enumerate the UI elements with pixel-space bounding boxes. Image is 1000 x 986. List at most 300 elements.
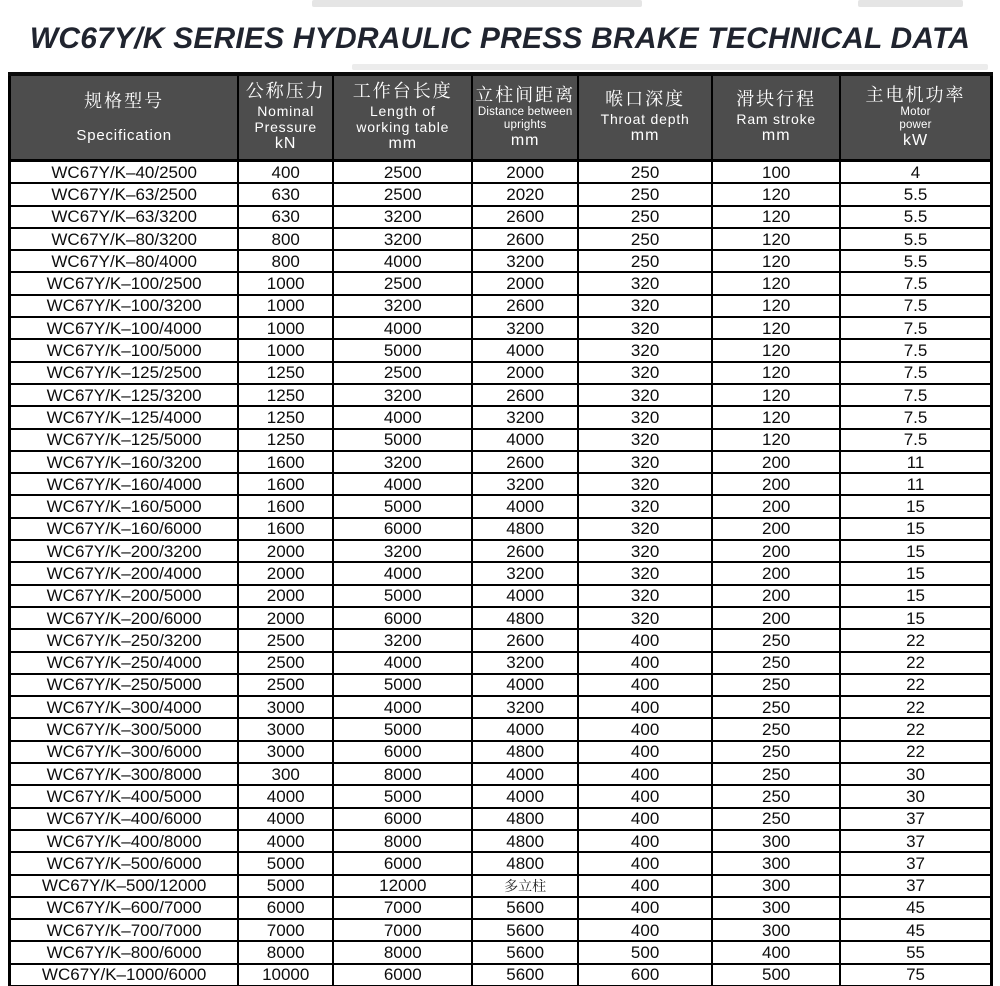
value-cell: 320: [578, 429, 712, 451]
model-cell: WC67Y/K–400/5000: [10, 785, 239, 807]
header-label-cn: 规格型号: [84, 91, 165, 112]
value-cell: 6000: [333, 964, 472, 986]
table-row: [10, 473, 992, 495]
value-cell: 22: [840, 629, 991, 651]
value-cell: 1600: [238, 518, 333, 540]
value-cell: 5000: [333, 674, 472, 696]
value-cell: 3200: [472, 473, 577, 495]
value-cell: 45: [840, 919, 991, 941]
value-cell: 120: [712, 384, 840, 406]
table-row: [10, 317, 992, 339]
value-cell: 15: [840, 607, 991, 629]
value-cell: 15: [840, 562, 991, 584]
table-row: [10, 763, 992, 785]
header-label-en: power: [899, 119, 932, 132]
value-cell: 200: [712, 495, 840, 517]
value-cell: 8000: [238, 941, 333, 963]
value-cell: 4800: [472, 607, 577, 629]
value-cell: 120: [712, 250, 840, 272]
value-cell: 400: [578, 897, 712, 919]
value-cell: 2500: [238, 652, 333, 674]
model-cell: WC67Y/K–1000/6000: [10, 964, 239, 986]
column-header-5: [712, 74, 840, 161]
value-cell: 2600: [472, 295, 577, 317]
model-cell: WC67Y/K–400/8000: [10, 830, 239, 852]
column-header-2: [333, 74, 472, 161]
value-cell: 7.5: [840, 406, 991, 428]
value-cell: 2600: [472, 540, 577, 562]
table-row: [10, 250, 992, 272]
header-label-cn: 工作台长度: [352, 81, 453, 102]
value-cell: 1250: [238, 406, 333, 428]
model-cell: WC67Y/K–600/7000: [10, 897, 239, 919]
header-unit: mm: [761, 127, 791, 145]
value-cell: 320: [578, 495, 712, 517]
value-cell: 1250: [238, 429, 333, 451]
value-cell: 250: [712, 674, 840, 696]
value-cell: 6000: [238, 897, 333, 919]
value-cell: 320: [578, 272, 712, 294]
table-row: [10, 941, 992, 963]
table-row: [10, 228, 992, 250]
model-cell: WC67Y/K–160/4000: [10, 473, 239, 495]
table-row: [10, 696, 992, 718]
model-cell: WC67Y/K–400/6000: [10, 808, 239, 830]
model-cell: WC67Y/K–800/6000: [10, 941, 239, 963]
table-row: [10, 339, 992, 361]
value-cell: 4000: [333, 473, 472, 495]
value-cell: 5600: [472, 919, 577, 941]
table-row: [10, 652, 992, 674]
value-cell: 200: [712, 540, 840, 562]
header-label-en: Nominal: [257, 103, 315, 119]
value-cell: 200: [712, 585, 840, 607]
value-cell: 12000: [333, 875, 472, 897]
value-cell: 7.5: [840, 362, 991, 384]
value-cell: 7.5: [840, 272, 991, 294]
value-cell: 5000: [238, 852, 333, 874]
model-cell: WC67Y/K–125/5000: [10, 429, 239, 451]
value-cell: 250: [712, 785, 840, 807]
table-row: [10, 919, 992, 941]
table-header: [10, 74, 992, 161]
value-cell: 6000: [333, 852, 472, 874]
value-cell: 3200: [333, 451, 472, 473]
model-cell: WC67Y/K–40/2500: [10, 161, 239, 184]
value-cell: 1000: [238, 272, 333, 294]
value-cell: 37: [840, 852, 991, 874]
value-cell: 4000: [333, 562, 472, 584]
value-cell: 2600: [472, 629, 577, 651]
model-cell: WC67Y/K–250/3200: [10, 629, 239, 651]
value-cell: 500: [712, 964, 840, 986]
header-label-cn: 喉口深度: [605, 89, 686, 110]
table-row: [10, 362, 992, 384]
value-cell: 37: [840, 830, 991, 852]
value-cell: 400: [578, 629, 712, 651]
value-cell: 2600: [472, 206, 577, 228]
model-cell: WC67Y/K–250/5000: [10, 674, 239, 696]
value-cell: 4000: [472, 763, 577, 785]
value-cell: 3200: [472, 652, 577, 674]
value-cell: 4000: [472, 339, 577, 361]
model-cell: WC67Y/K–100/2500: [10, 272, 239, 294]
value-cell: 1000: [238, 317, 333, 339]
column-header-3: [472, 74, 577, 161]
value-cell: 400: [578, 875, 712, 897]
value-cell: 250: [712, 652, 840, 674]
value-cell: 300: [712, 852, 840, 874]
value-cell: 6000: [333, 808, 472, 830]
value-cell: 800: [238, 228, 333, 250]
value-cell: 120: [712, 295, 840, 317]
value-cell: 320: [578, 562, 712, 584]
table-row: [10, 183, 992, 205]
value-cell: 15: [840, 518, 991, 540]
value-cell: 3200: [472, 317, 577, 339]
table-row: [10, 852, 992, 874]
value-cell: 2500: [333, 272, 472, 294]
value-cell: 22: [840, 696, 991, 718]
table-row: [10, 206, 992, 228]
value-cell: 300: [712, 830, 840, 852]
value-cell: 7000: [333, 919, 472, 941]
value-cell: 320: [578, 607, 712, 629]
value-cell: 7000: [333, 897, 472, 919]
value-cell: 300: [712, 897, 840, 919]
model-cell: WC67Y/K–80/4000: [10, 250, 239, 272]
model-cell: WC67Y/K–160/5000: [10, 495, 239, 517]
value-cell: 3200: [333, 629, 472, 651]
value-cell: 400: [578, 785, 712, 807]
value-cell: 2000: [472, 161, 577, 184]
value-cell: 5000: [333, 785, 472, 807]
value-cell: 250: [578, 206, 712, 228]
table-body: [10, 161, 992, 986]
value-cell: 1000: [238, 295, 333, 317]
value-cell: 400: [712, 941, 840, 963]
value-cell: 4000: [238, 808, 333, 830]
value-cell: 2000: [238, 585, 333, 607]
value-cell: 3200: [333, 540, 472, 562]
table-row: [10, 272, 992, 294]
value-cell: 4800: [472, 808, 577, 830]
value-cell: 400: [238, 161, 333, 184]
value-cell: 2600: [472, 384, 577, 406]
value-cell: 3200: [333, 228, 472, 250]
value-cell: 3200: [472, 696, 577, 718]
table-row: [10, 629, 992, 651]
table-row: [10, 875, 992, 897]
value-cell: 45: [840, 897, 991, 919]
header-label-en: Throat depth: [600, 111, 690, 128]
value-cell: 7.5: [840, 295, 991, 317]
value-cell: 120: [712, 272, 840, 294]
value-cell: 7.5: [840, 384, 991, 406]
model-cell: WC67Y/K–160/3200: [10, 451, 239, 473]
value-cell: 4000: [333, 652, 472, 674]
value-cell: 250: [578, 228, 712, 250]
value-cell: 320: [578, 473, 712, 495]
table-row: [10, 161, 992, 184]
scan-artifact: [312, 0, 642, 7]
value-cell: 3200: [472, 562, 577, 584]
column-header-1: [238, 74, 333, 161]
value-cell: 250: [578, 250, 712, 272]
model-cell: WC67Y/K–125/4000: [10, 406, 239, 428]
value-cell: 5000: [333, 339, 472, 361]
header-label-en: Distance between: [477, 106, 573, 119]
value-cell: 630: [238, 183, 333, 205]
model-cell: WC67Y/K–63/3200: [10, 206, 239, 228]
value-cell: 5000: [238, 875, 333, 897]
model-cell: WC67Y/K–80/3200: [10, 228, 239, 250]
value-cell: 400: [578, 718, 712, 740]
model-cell: WC67Y/K–500/6000: [10, 852, 239, 874]
value-cell: 3200: [472, 406, 577, 428]
value-cell: 1000: [238, 339, 333, 361]
value-cell: 320: [578, 518, 712, 540]
table-row: [10, 741, 992, 763]
value-cell: 320: [578, 339, 712, 361]
value-cell: 8000: [333, 830, 472, 852]
model-cell: WC67Y/K–125/3200: [10, 384, 239, 406]
value-cell: 4000: [333, 317, 472, 339]
model-cell: WC67Y/K–200/6000: [10, 607, 239, 629]
value-cell: 320: [578, 295, 712, 317]
table-row: [10, 585, 992, 607]
table-row: [10, 964, 992, 986]
value-cell: 1250: [238, 362, 333, 384]
value-cell: 320: [578, 317, 712, 339]
value-cell: 2000: [472, 272, 577, 294]
value-cell: 5.5: [840, 228, 991, 250]
value-cell: 11: [840, 451, 991, 473]
value-cell: 3200: [472, 250, 577, 272]
header-unit: mm: [388, 135, 418, 153]
value-cell: 30: [840, 763, 991, 785]
value-cell: 4000: [333, 696, 472, 718]
column-header-6: [840, 74, 991, 161]
header-label-cn: 主电机功率: [865, 84, 966, 105]
value-cell: 5000: [333, 718, 472, 740]
header-unit: mm: [510, 131, 540, 149]
header-unit: mm: [630, 127, 660, 145]
value-cell: 7.5: [840, 339, 991, 361]
value-cell: 3000: [238, 718, 333, 740]
model-cell: WC67Y/K–300/6000: [10, 741, 239, 763]
model-cell: WC67Y/K–160/6000: [10, 518, 239, 540]
page-title: WC67Y/K SERIES HYDRAULIC PRESS BRAKE TECHNICAL DATA: [29, 22, 971, 55]
value-cell: 6000: [333, 607, 472, 629]
value-cell: 250: [578, 183, 712, 205]
value-cell: 1250: [238, 384, 333, 406]
table-row: [10, 518, 992, 540]
table-row: [10, 562, 992, 584]
value-cell: 1600: [238, 451, 333, 473]
value-cell: 320: [578, 406, 712, 428]
value-cell: 5600: [472, 964, 577, 986]
model-cell: WC67Y/K–300/5000: [10, 718, 239, 740]
header-label-en: working table: [356, 119, 450, 136]
value-cell: 2500: [333, 161, 472, 184]
value-cell: 22: [840, 741, 991, 763]
value-cell: 1600: [238, 473, 333, 495]
value-cell: 100: [712, 161, 840, 184]
value-cell: 15: [840, 495, 991, 517]
value-cell: 630: [238, 206, 333, 228]
header-unit: kN: [274, 135, 297, 153]
header-unit: kW: [902, 131, 929, 149]
model-cell: WC67Y/K–200/5000: [10, 585, 239, 607]
value-cell: 5.5: [840, 250, 991, 272]
value-cell: 2600: [472, 228, 577, 250]
value-cell: 250: [712, 808, 840, 830]
header-label-cn: 公称压力: [245, 81, 326, 102]
value-cell: 4000: [472, 674, 577, 696]
value-cell: 7000: [238, 919, 333, 941]
column-header-0: [10, 74, 239, 161]
value-cell: 5000: [333, 585, 472, 607]
value-cell: 5600: [472, 941, 577, 963]
value-cell: 4: [840, 161, 991, 184]
value-cell: 75: [840, 964, 991, 986]
header-label-en: Ram stroke: [736, 111, 816, 128]
table-row: [10, 406, 992, 428]
value-cell: 400: [578, 741, 712, 763]
value-cell: 320: [578, 540, 712, 562]
value-cell: 22: [840, 674, 991, 696]
value-cell: 11: [840, 473, 991, 495]
value-cell: 2020: [472, 183, 577, 205]
scan-artifact: [858, 0, 963, 7]
value-cell: 400: [578, 674, 712, 696]
value-cell: 2000: [238, 540, 333, 562]
value-cell: 250: [712, 741, 840, 763]
scan-artifact: [352, 64, 988, 70]
model-cell: WC67Y/K–500/12000: [10, 875, 239, 897]
value-cell: 400: [578, 808, 712, 830]
model-cell: WC67Y/K–100/3200: [10, 295, 239, 317]
model-cell: WC67Y/K–300/8000: [10, 763, 239, 785]
model-cell: WC67Y/K–125/2500: [10, 362, 239, 384]
table-row: [10, 808, 992, 830]
value-cell: 10000: [238, 964, 333, 986]
model-cell: WC67Y/K–63/2500: [10, 183, 239, 205]
value-cell: 2000: [238, 562, 333, 584]
value-cell: 4000: [238, 830, 333, 852]
value-cell: 6000: [333, 741, 472, 763]
value-cell: 400: [578, 696, 712, 718]
value-cell: 120: [712, 317, 840, 339]
value-cell: 4800: [472, 852, 577, 874]
value-cell: 320: [578, 362, 712, 384]
table-row: [10, 451, 992, 473]
value-cell: 2600: [472, 451, 577, 473]
table-row: [10, 607, 992, 629]
value-cell: 400: [578, 830, 712, 852]
value-cell: 55: [840, 941, 991, 963]
value-cell: 1600: [238, 495, 333, 517]
value-cell: 4800: [472, 741, 577, 763]
value-cell: 250: [578, 161, 712, 184]
value-cell: 2000: [238, 607, 333, 629]
table-row: [10, 830, 992, 852]
value-cell: 6000: [333, 518, 472, 540]
value-cell: 4800: [472, 518, 577, 540]
model-cell: WC67Y/K–700/7000: [10, 919, 239, 941]
value-cell: 4000: [333, 406, 472, 428]
value-cell: 400: [578, 652, 712, 674]
value-cell: 多立柱: [472, 875, 577, 897]
value-cell: 5.5: [840, 206, 991, 228]
model-cell: WC67Y/K–300/4000: [10, 696, 239, 718]
value-cell: 3000: [238, 696, 333, 718]
value-cell: 15: [840, 585, 991, 607]
value-cell: 4800: [472, 830, 577, 852]
model-cell: WC67Y/K–200/4000: [10, 562, 239, 584]
value-cell: 120: [712, 429, 840, 451]
value-cell: 120: [712, 362, 840, 384]
header-label-en: Specification: [76, 126, 172, 144]
value-cell: 2500: [238, 674, 333, 696]
value-cell: 800: [238, 250, 333, 272]
value-cell: 300: [712, 875, 840, 897]
value-cell: 2000: [472, 362, 577, 384]
value-cell: 2500: [333, 362, 472, 384]
value-cell: 120: [712, 406, 840, 428]
table-row: [10, 384, 992, 406]
header-label-en: Length of: [369, 103, 436, 119]
value-cell: 5000: [333, 429, 472, 451]
value-cell: 3000: [238, 741, 333, 763]
value-cell: 120: [712, 183, 840, 205]
value-cell: 250: [712, 629, 840, 651]
header-label-cn: 滑块行程: [736, 89, 817, 110]
column-header-4: [578, 74, 712, 161]
value-cell: 3200: [333, 384, 472, 406]
value-cell: 120: [712, 339, 840, 361]
table-row: [10, 540, 992, 562]
value-cell: 300: [238, 763, 333, 785]
value-cell: 4000: [472, 429, 577, 451]
value-cell: 4000: [238, 785, 333, 807]
value-cell: 120: [712, 206, 840, 228]
model-cell: WC67Y/K–250/4000: [10, 652, 239, 674]
value-cell: 250: [712, 718, 840, 740]
value-cell: 400: [578, 919, 712, 941]
value-cell: 200: [712, 562, 840, 584]
value-cell: 4000: [472, 785, 577, 807]
table-row: [10, 495, 992, 517]
value-cell: 22: [840, 718, 991, 740]
value-cell: 500: [578, 941, 712, 963]
value-cell: 4000: [472, 718, 577, 740]
value-cell: 400: [578, 852, 712, 874]
value-cell: 200: [712, 518, 840, 540]
value-cell: 2500: [333, 183, 472, 205]
value-cell: 320: [578, 585, 712, 607]
model-cell: WC67Y/K–200/3200: [10, 540, 239, 562]
value-cell: 4000: [333, 250, 472, 272]
value-cell: 250: [712, 696, 840, 718]
value-cell: 600: [578, 964, 712, 986]
value-cell: 7.5: [840, 317, 991, 339]
header-label-cn: 立柱间距离: [475, 84, 576, 105]
model-cell: WC67Y/K–100/5000: [10, 339, 239, 361]
value-cell: 300: [712, 919, 840, 941]
value-cell: 5600: [472, 897, 577, 919]
